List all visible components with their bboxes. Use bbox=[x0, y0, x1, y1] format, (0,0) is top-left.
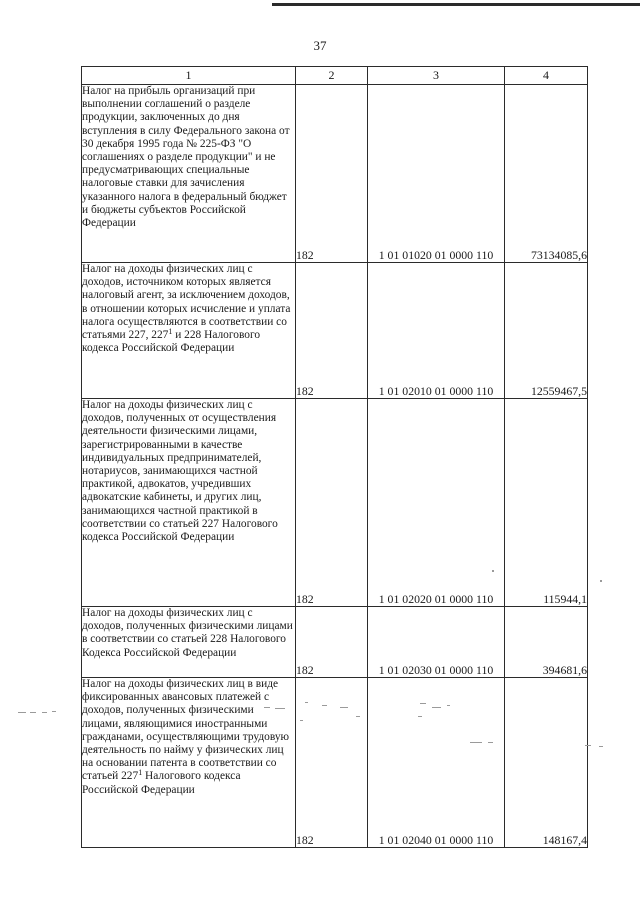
row-admin-code-cell: 182 bbox=[296, 85, 368, 263]
row-admin-code-cell: 182 bbox=[296, 678, 368, 848]
row-name-text: Налог на доходы физических лиц в виде фиксированных авансовых платежей с доходов, полученных физическими лицами, являющимися иностранными гражданами, осуществляющими трудовую деятельность по найму у физических лиц на основании патента в соответствии со статьей 227 bbox=[82, 678, 290, 783]
row-kbk-cell: 1 01 01020 01 0000 110 bbox=[368, 85, 505, 263]
table-row bbox=[82, 678, 588, 848]
table-header-row bbox=[82, 67, 588, 85]
table-row bbox=[82, 399, 588, 607]
page-number: 37 bbox=[313, 38, 327, 53]
row-kbk-cell: 1 01 02020 01 0000 110 bbox=[368, 399, 505, 607]
row-amount-cell: 73134085,6 bbox=[505, 85, 588, 263]
column-header-admin-code: 2 bbox=[296, 67, 368, 85]
superscript: 1 bbox=[168, 327, 173, 337]
row-amount-cell: 148167,4 bbox=[505, 678, 588, 848]
table-row bbox=[82, 263, 588, 399]
row-admin-code-cell: 182 bbox=[296, 399, 368, 607]
row-name-text-tail: и 228 Налогового кодекса Российской Федерации bbox=[82, 329, 261, 355]
row-name-text-tail: Налогового кодекса Российской Федерации bbox=[82, 770, 241, 796]
row-kbk-cell: 1 01 02030 01 0000 110 bbox=[368, 607, 505, 678]
table-row bbox=[82, 607, 588, 678]
scan-edge-line bbox=[272, 3, 640, 6]
row-kbk-cell: 1 01 02040 01 0000 110 bbox=[368, 678, 505, 848]
row-name-cell: Налог на доходы физических лиц с доходов, полученных от осуществления деятельности физическими лицами, зарегистрированными в качестве индивидуальных предпринимателей, нотариусов, занимающихся частной практикой, адвокатов, учредивших адвокатские кабинеты, и других лиц, занимающихся частной практикой в соответствии со статьей 227 Налогового кодекса Российской Федерации bbox=[82, 399, 296, 607]
row-name-cell bbox=[82, 263, 296, 399]
row-amount-cell: 12559467,5 bbox=[505, 263, 588, 399]
column-header-name: 1 bbox=[82, 67, 296, 85]
superscript: 1 bbox=[138, 768, 143, 778]
row-admin-code-cell: 182 bbox=[296, 607, 368, 678]
column-header-amount: 4 bbox=[505, 67, 588, 85]
row-amount-cell: 115944,1 bbox=[505, 399, 588, 607]
row-admin-code-cell: 182 bbox=[296, 263, 368, 399]
table-row bbox=[82, 85, 588, 263]
row-amount-cell: 394681,6 bbox=[505, 607, 588, 678]
row-kbk-cell: 1 01 02010 01 0000 110 bbox=[368, 263, 505, 399]
row-name-text: Налог на доходы физических лиц с доходов, источником которых является налоговый агент, за исключением доходов, в отношении которых исчисление и уплата налога осуществляются в соответствии со статьями 227, 227 bbox=[82, 263, 291, 342]
column-header-kbk: 3 bbox=[368, 67, 505, 85]
row-name-cell: Налог на прибыль организаций при выполнении соглашений о разделе продукции, заключенных до дня вступления в силу Федерального закона от 30 декабря 1995 года № 225-ФЗ "О соглашениях о разделе продукции" и не предусматривающих специальные налоговые ставки для зачисления указанного налога в федеральный бюджет и бюджеты субъектов Российской Федерации bbox=[82, 85, 296, 263]
row-name-cell: Налог на доходы физических лиц с доходов, полученных физическими лицами в соответствии со статьей 228 Налогового Кодекса Российской Федерации bbox=[82, 607, 296, 678]
budget-revenue-table bbox=[81, 66, 588, 848]
row-name-cell bbox=[82, 678, 296, 848]
